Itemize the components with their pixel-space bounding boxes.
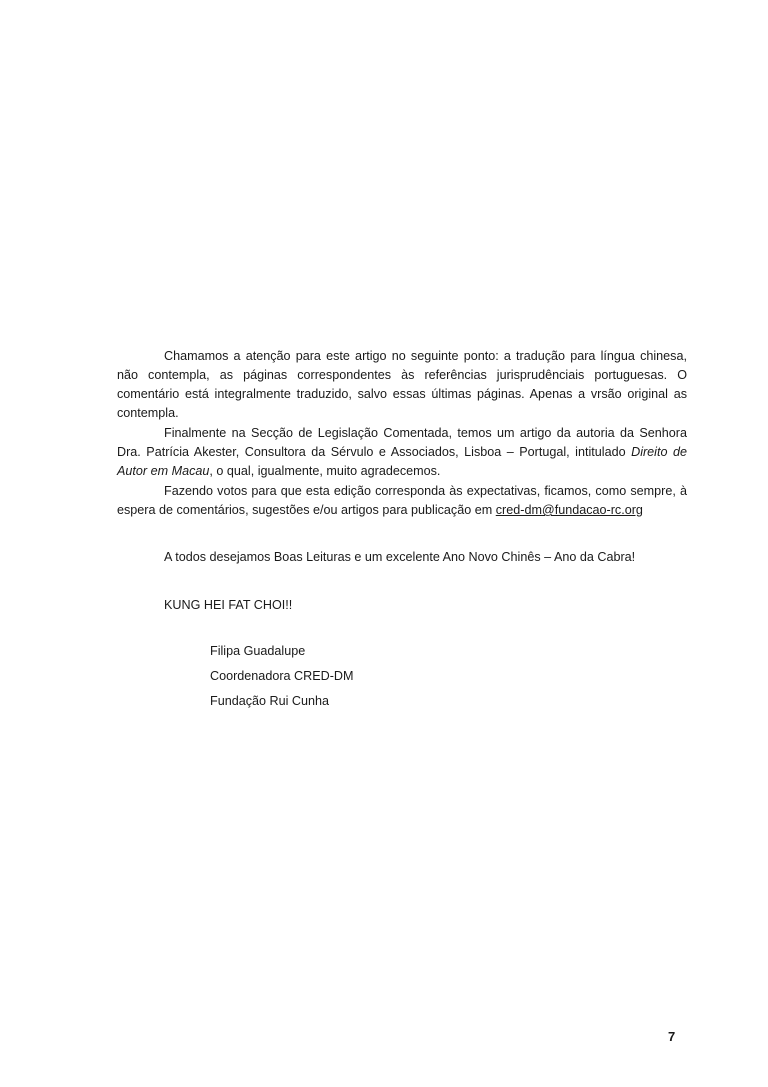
greeting-line: A todos desejamos Boas Leituras e um excelente Ano Novo Chinês – Ano da Cabra! [164,550,636,564]
page-number: 7 [668,1029,676,1044]
paragraph-legislation-section [117,424,687,481]
signature-role: Coordenadora CRED-DM [210,669,354,683]
body-text [117,347,687,714]
paragraph-legislation-end: , o qual, igualmente, muito agradecemos. [209,464,441,478]
signature-organization: Fundação Rui Cunha [210,694,330,708]
article-title: Direito de Autor em Macau [117,445,687,478]
paragraph-legislation-text: Finalmente na Secção de Legislação Comentada, temos um artigo da autoria da Senhora Dra. Patrícia Akester, Consultora da Sérvulo e Associados, Lisboa – Portugal, intitulado [117,426,687,459]
signature-name: Filipa Guadalupe [210,644,306,658]
paragraph-wishes-text: Fazendo votos para que esta edição corresponda às expectativas, ficamos, como sempre, à espera de comentários, sugestões e/ou artigos para publicação em [117,484,687,517]
exclamation-line: KUNG HEI FAT CHOI!! [164,598,293,612]
paragraph-translation-note: Chamamos a atenção para este artigo no seguinte ponto: a tradução para língua chinesa, não contempla, as páginas correspondentes às referências jurisprudênciais portuguesas. O comentário está integralmente traduzido, salvo essas últimas páginas. Apenas a vrsão original as contempla. [117,349,687,420]
paragraph-wishes [117,482,687,520]
signature-block [117,639,687,714]
email-link[interactable]: cred-dm@fundacao-rc.org [495,503,643,517]
